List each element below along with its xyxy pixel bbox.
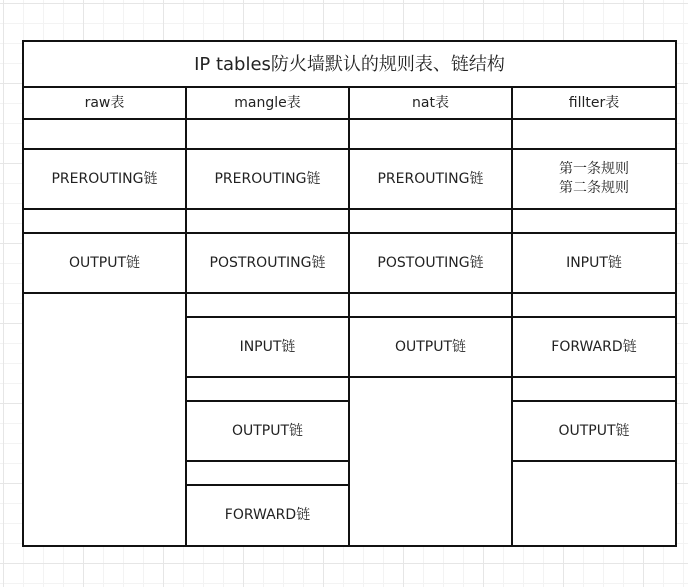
chain-nat-output: OUTPUT链 <box>348 316 513 378</box>
chain-mangle-forward: FORWARD链 <box>185 484 350 547</box>
spacer-filter-3 <box>511 292 677 318</box>
spacer-filter-2 <box>511 208 677 234</box>
spacer-nat-1 <box>348 118 513 150</box>
spacer-nat-3 <box>348 292 513 318</box>
chain-raw-prerouting: PREROUTING链 <box>22 148 187 210</box>
chain-mangle-postrouting: POSTROUTING链 <box>185 232 350 294</box>
spacer-nat-2 <box>348 208 513 234</box>
header-mangle: mangle表 <box>185 86 350 120</box>
spacer-mangle-2 <box>185 208 350 234</box>
filter-rules-box <box>511 148 677 210</box>
chain-filter-input: INPUT链 <box>511 232 677 294</box>
spacer-raw-2 <box>22 208 187 234</box>
chain-raw-output: OUTPUT链 <box>22 232 187 294</box>
chain-mangle-prerouting: PREROUTING链 <box>185 148 350 210</box>
spacer-filter-4 <box>511 376 677 402</box>
header-raw: raw表 <box>22 86 187 120</box>
chain-nat-prerouting: PREROUTING链 <box>348 148 513 210</box>
chain-filter-forward: FORWARD链 <box>511 316 677 378</box>
filter-empty-area <box>511 460 677 547</box>
chain-mangle-output: OUTPUT链 <box>185 400 350 462</box>
spacer-filter-1 <box>511 118 677 150</box>
spacer-mangle-4 <box>185 376 350 402</box>
chain-mangle-input: INPUT链 <box>185 316 350 378</box>
rule-second: 第二条规则 <box>559 180 629 196</box>
nat-empty-area <box>348 376 513 547</box>
header-nat: nat表 <box>348 86 513 120</box>
chain-filter-output: OUTPUT链 <box>511 400 677 462</box>
rule-first: 第一条规则 <box>559 161 629 177</box>
spacer-mangle-3 <box>185 292 350 318</box>
chain-nat-postouting: POSTOUTING链 <box>348 232 513 294</box>
spacer-mangle-1 <box>185 118 350 150</box>
header-filter: fillter表 <box>511 86 677 120</box>
spacer-mangle-5 <box>185 460 350 486</box>
diagram-title: IP tables防火墙默认的规则表、链结构 <box>22 40 677 88</box>
raw-empty-area <box>22 292 187 547</box>
spacer-raw-1 <box>22 118 187 150</box>
